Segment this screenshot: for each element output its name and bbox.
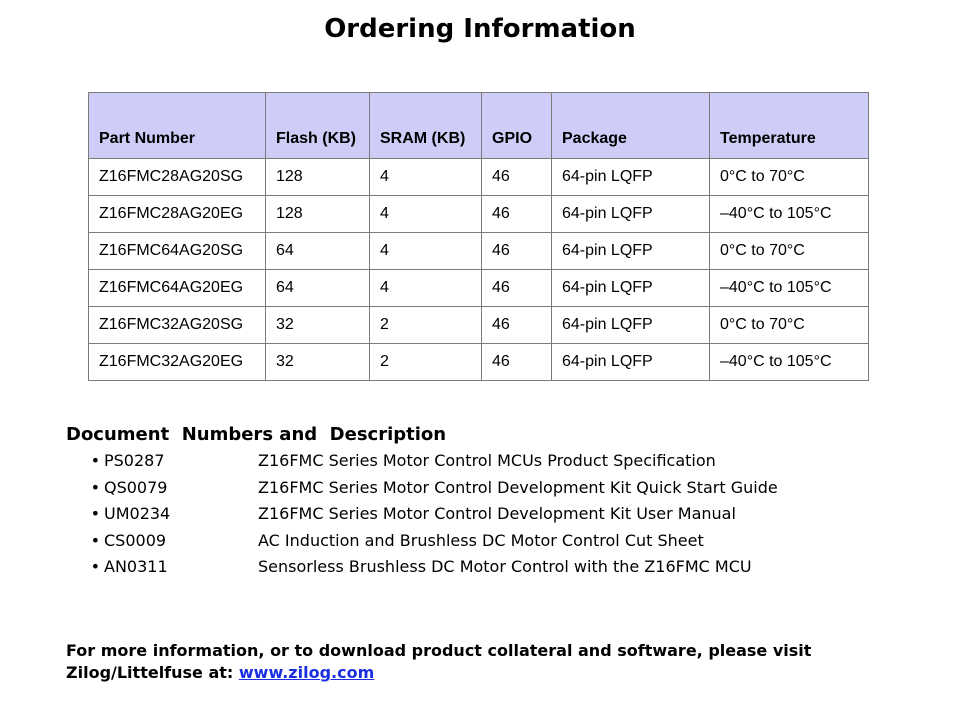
table-cell: 64-pin LQFP <box>552 344 710 381</box>
table-cell: 64-pin LQFP <box>552 196 710 233</box>
list-item <box>66 504 926 531</box>
page-title: Ordering Information <box>324 14 636 44</box>
table-cell: 128 <box>266 196 370 233</box>
table-cell: 2 <box>370 307 482 344</box>
table-row <box>89 233 869 270</box>
table-cell: 64 <box>266 233 370 270</box>
table-cell: 64-pin LQFP <box>552 159 710 196</box>
table-row <box>89 159 869 196</box>
table-cell: 64 <box>266 270 370 307</box>
document-code: AN0311 <box>104 557 168 576</box>
table-cell: 4 <box>370 196 482 233</box>
footer-text: For more information, or to download product collateral and software, please visit Zilog/Littelfuse at: <box>66 641 812 682</box>
table-cell: 0°C to 70°C <box>710 159 869 196</box>
document-code: UM0234 <box>104 504 171 523</box>
table-cell: 46 <box>482 307 552 344</box>
table-cell: 46 <box>482 196 552 233</box>
table-cell: 2 <box>370 344 482 381</box>
document-description: Z16FMC Series Motor Control MCUs Product Specification <box>258 451 716 470</box>
table-cell: 0°C to 70°C <box>710 233 869 270</box>
document-description: Sensorless Brushless DC Motor Control with the Z16FMC MCU <box>258 557 752 576</box>
table-cell: 4 <box>370 233 482 270</box>
table-cell: Z16FMC32AG20SG <box>89 307 266 344</box>
list-item <box>66 531 926 558</box>
table-cell: 64-pin LQFP <box>552 307 710 344</box>
table-row <box>89 307 869 344</box>
table-cell: 32 <box>266 307 370 344</box>
table-cell: –40°C to 105°C <box>710 196 869 233</box>
bullet-icon: • <box>90 557 100 576</box>
table-cell: 4 <box>370 159 482 196</box>
zilog-link[interactable]: www.zilog.com <box>238 663 375 682</box>
table-row <box>89 270 869 307</box>
column-header: Part Number <box>89 93 266 159</box>
table-cell: Z16FMC64AG20EG <box>89 270 266 307</box>
table-cell: 46 <box>482 159 552 196</box>
list-item <box>66 557 926 584</box>
column-header: Package <box>552 93 710 159</box>
table-header-row <box>89 93 869 159</box>
bullet-icon: • <box>90 451 100 470</box>
column-header: GPIO <box>482 93 552 159</box>
document-description: Z16FMC Series Motor Control Development Kit Quick Start Guide <box>258 477 778 497</box>
table-row <box>89 344 869 381</box>
column-header: SRAM (KB) <box>370 93 482 159</box>
table-cell: 46 <box>482 344 552 381</box>
table-cell: Z16FMC32AG20EG <box>89 344 266 381</box>
list-item <box>66 451 926 478</box>
footer-note <box>66 640 926 684</box>
bullet-icon: • <box>90 477 100 497</box>
bullet-icon: • <box>90 504 100 523</box>
column-header: Temperature <box>710 93 869 159</box>
document-description: Z16FMC Series Motor Control Development Kit User Manual <box>258 504 736 523</box>
table-cell: Z16FMC28AG20EG <box>89 196 266 233</box>
column-header: Flash (KB) <box>266 93 370 159</box>
table-cell: 32 <box>266 344 370 381</box>
table-row <box>89 196 869 233</box>
document-heading: Document Numbers and Description <box>66 424 447 445</box>
table-cell: Z16FMC64AG20SG <box>89 233 266 270</box>
table-cell: 64-pin LQFP <box>552 270 710 307</box>
table-cell: 46 <box>482 270 552 307</box>
table-cell: 64-pin LQFP <box>552 233 710 270</box>
document-code: QS0079 <box>104 477 168 497</box>
table-cell: 46 <box>482 233 552 270</box>
table-cell: –40°C to 105°C <box>710 344 869 381</box>
table-cell: Z16FMC28AG20SG <box>89 159 266 196</box>
document-code: CS0009 <box>104 530 167 550</box>
bullet-icon: • <box>90 530 100 550</box>
document-description: AC Induction and Brushless DC Motor Control Cut Sheet <box>258 530 704 550</box>
document-list <box>66 451 926 584</box>
document-code: PS0287 <box>104 451 165 470</box>
table-cell: 0°C to 70°C <box>710 307 869 344</box>
table-cell: 4 <box>370 270 482 307</box>
table-cell: 128 <box>266 159 370 196</box>
list-item <box>66 478 926 505</box>
table-cell: –40°C to 105°C <box>710 270 869 307</box>
document-section <box>66 424 926 584</box>
ordering-table <box>88 92 869 381</box>
